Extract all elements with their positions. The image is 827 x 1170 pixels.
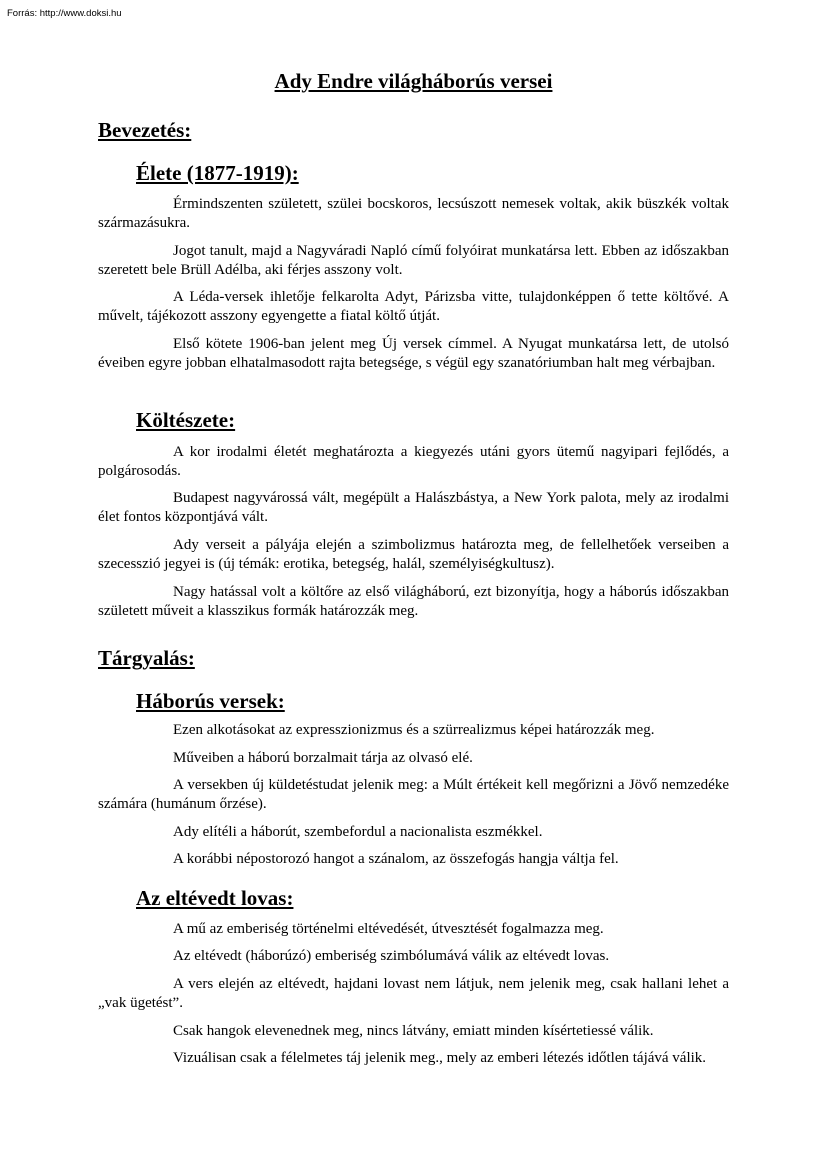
paragraph: Ezen alkotásokat az expresszionizmus és a szürrealizmus képei határozzák meg.: [173, 722, 655, 738]
subsection-heading-kolteszete: Költészete:: [136, 408, 236, 432]
paragraph: Ady elítéli a háborút, szembefordul a nacionalista eszmékkel.: [173, 824, 543, 840]
subsection-heading-az-eltevedt-lovas: Az eltévedt lovas:: [136, 886, 294, 910]
paragraph: Első kötete 1906-ban jelent meg Új versek címmel. A Nyugat munkatársa lett, de utolsó éveiben egyre jobban elhatalmasodott rajta betegsége, s végül egy szanatóriumban halt meg vérbajban.: [98, 336, 729, 371]
paragraph: Ady verseit a pályája elején a szimbolizmus határozta meg, de fellelhetőek verseiben a szecesszió jegyei is (új témák: erotika, betegség, halál, személyiségkultusz).: [98, 537, 729, 572]
paragraph: A versekben új küldetéstudat jelenik meg: a Múlt értékeit kell megőrizni a Jövő nemzedéke számára (humánum őrzése).: [98, 777, 729, 812]
paragraph: Műveiben a háború borzalmait tárja az olvasó elé.: [173, 750, 473, 766]
paragraph: Érmindszenten született, szülei bocskoros, lecsúszott nemesek voltak, akik büszkék voltak származásukra.: [98, 196, 729, 231]
paragraph: A korábbi népostorozó hangot a szánalom, az összefogás hangja váltja fel.: [173, 851, 619, 867]
paragraph: A vers elején az eltévedt, hajdani lovast nem látjuk, nem jelenik meg, csak hallani lehet a „vak ügetést”.: [98, 976, 729, 1011]
paragraph: Csak hangok elevenednek meg, nincs látvány, emiatt minden kísértetiessé válik.: [173, 1023, 654, 1039]
document-title: Ady Endre világháborús versei: [274, 69, 553, 93]
source-line: Forrás: http://www.doksi.hu: [7, 8, 122, 19]
paragraph: A mű az emberiség történelmi eltévedését, útvesztését fogalmazza meg.: [173, 921, 604, 937]
paragraph: Budapest nagyvárossá vált, megépült a Halászbástya, a New York palota, mely az irodalmi élet fontos központjává vált.: [98, 490, 729, 525]
paragraph: Az eltévedt (háborúzó) emberiség szimbólumává válik az eltévedt lovas.: [173, 948, 610, 964]
paragraph: A Léda-versek ihletője felkarolta Adyt, Párizsba vitte, tulajdonképpen ő tette költővé. A művelt, tájékozott asszony egyengette a fiatal költő útját.: [98, 289, 729, 324]
section-heading-bevezetes: Bevezetés:: [98, 118, 192, 142]
subsection-heading-elete: Élete (1877-1919):: [136, 161, 299, 185]
paragraph: A kor irodalmi életét meghatározta a kiegyezés utáni gyors ütemű nagyipari fejlődés, a polgárosodás.: [98, 444, 729, 479]
paragraph: Jogot tanult, majd a Nagyváradi Napló című folyóirat munkatársa lett. Ebben az időszakban szeretett bele Brüll Adélba, aki férjes asszony volt.: [98, 243, 729, 278]
paragraph: Vizuálisan csak a félelmetes táj jelenik meg., mely az emberi létezés időtlen tájává válik.: [173, 1050, 707, 1066]
subsection-heading-haborus-versek: Háborús versek:: [136, 689, 285, 713]
paragraph: Nagy hatással volt a költőre az első világháború, ezt bizonyítja, hogy a háborús időszakban született műveit a klasszikus formák határozzák meg.: [98, 584, 729, 619]
section-heading-targyalas: Tárgyalás:: [98, 646, 195, 670]
